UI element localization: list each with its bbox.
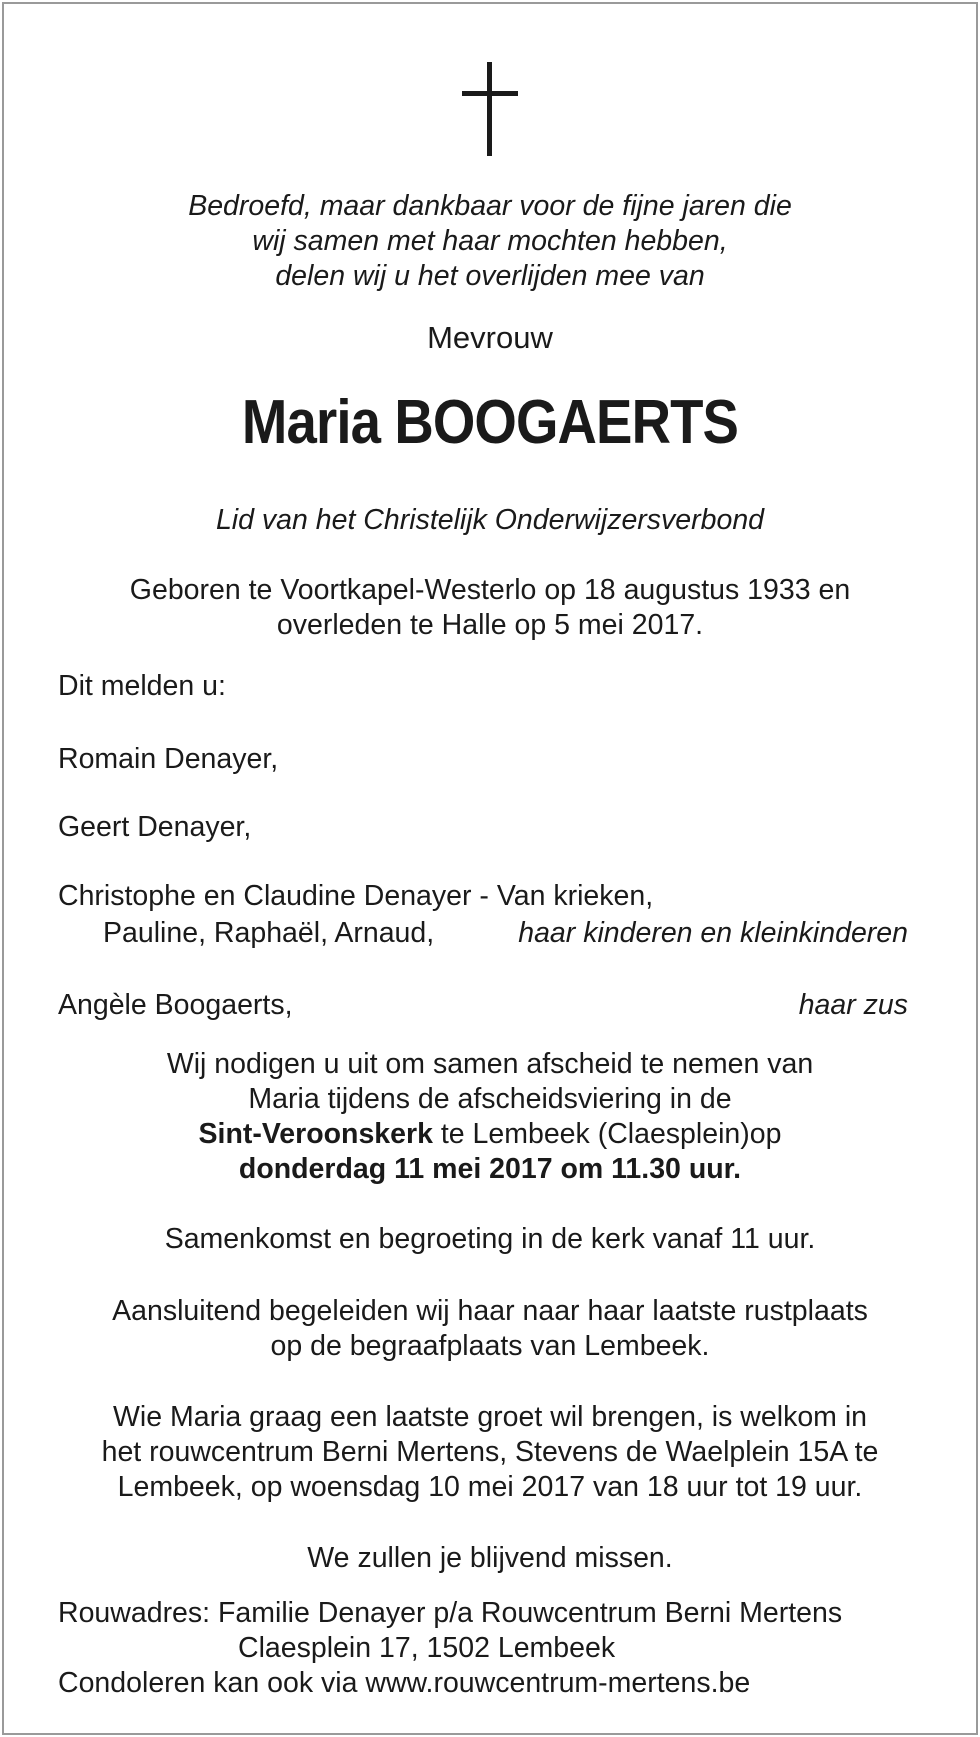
visitation-line-3: Lembeek, op woensdag 10 mei 2017 van 18 uur tot 19 uur. <box>117 1471 863 1503</box>
family-christophe: Christophe en Claudine Denayer - Van krieken, <box>58 880 654 912</box>
visitation-line-1: Wie Maria graag een laatste groet wil brengen, is welkom in <box>112 1401 868 1433</box>
family-geert: Geert Denayer, <box>58 811 252 843</box>
ceremony-line-2: Maria tijdens de afscheidsviering in de <box>248 1083 732 1115</box>
birth-death-line-2: overleden te Halle op 5 mei 2017. <box>276 609 704 641</box>
cross-icon <box>462 62 518 156</box>
family-romain: Romain Denayer, <box>58 743 279 775</box>
family-children-role: haar kinderen en kleinkinderen <box>518 917 908 949</box>
ceremony-line-3 <box>0 1117 980 1151</box>
birth-death-line-1: Geboren te Voortkapel-Westerlo op 18 augustus 1933 en <box>129 574 851 606</box>
family-grandchildren: Pauline, Raphaël, Arnaud, <box>103 917 435 949</box>
church-location: te Lembeek (Claesplein)op <box>432 1118 782 1150</box>
deceased-name: Maria BOOGAERTS <box>241 388 739 457</box>
salutation: Mevrouw <box>427 320 553 355</box>
intro-line-3: delen wij u het overlijden mee van <box>275 260 705 292</box>
ceremony-datetime: donderdag 11 mei 2017 om 11.30 uur. <box>238 1153 742 1185</box>
visitation-line-2: het rouwcentrum Berni Mertens, Stevens de Waelplein 15A te <box>101 1436 879 1468</box>
intro-line-1: Bedroefd, maar dankbaar voor de fijne jaren die <box>188 190 792 222</box>
gathering: Samenkomst en begroeting in de kerk vanaf 11 uur. <box>164 1223 816 1255</box>
ceremony-line-1: Wij nodigen u uit om samen afscheid te nemen van <box>166 1048 814 1080</box>
burial-line-2: op de begraafplaats van Lembeek. <box>270 1330 710 1362</box>
closing: We zullen je blijvend missen. <box>307 1542 673 1574</box>
address-line-1: Rouwadres: Familie Denayer p/a Rouwcentrum Berni Mertens <box>58 1597 843 1629</box>
address-line-3: Condoleren kan ook via www.rouwcentrum-mertens.be <box>58 1667 751 1699</box>
church-name: Sint-Veroonskerk <box>198 1118 433 1150</box>
announcers-intro: Dit melden u: <box>58 670 226 702</box>
address-line-2: Claesplein 17, 1502 Lembeek <box>238 1632 616 1664</box>
family-sister: Angèle Boogaerts, <box>58 989 293 1021</box>
family-sister-role: haar zus <box>798 989 908 1021</box>
membership: Lid van het Christelijk Onderwijzersverbond <box>215 504 765 536</box>
intro-line-2: wij samen met haar mochten hebben, <box>252 225 728 257</box>
burial-line-1: Aansluitend begeleiden wij haar naar haar laatste rustplaats <box>112 1295 868 1327</box>
